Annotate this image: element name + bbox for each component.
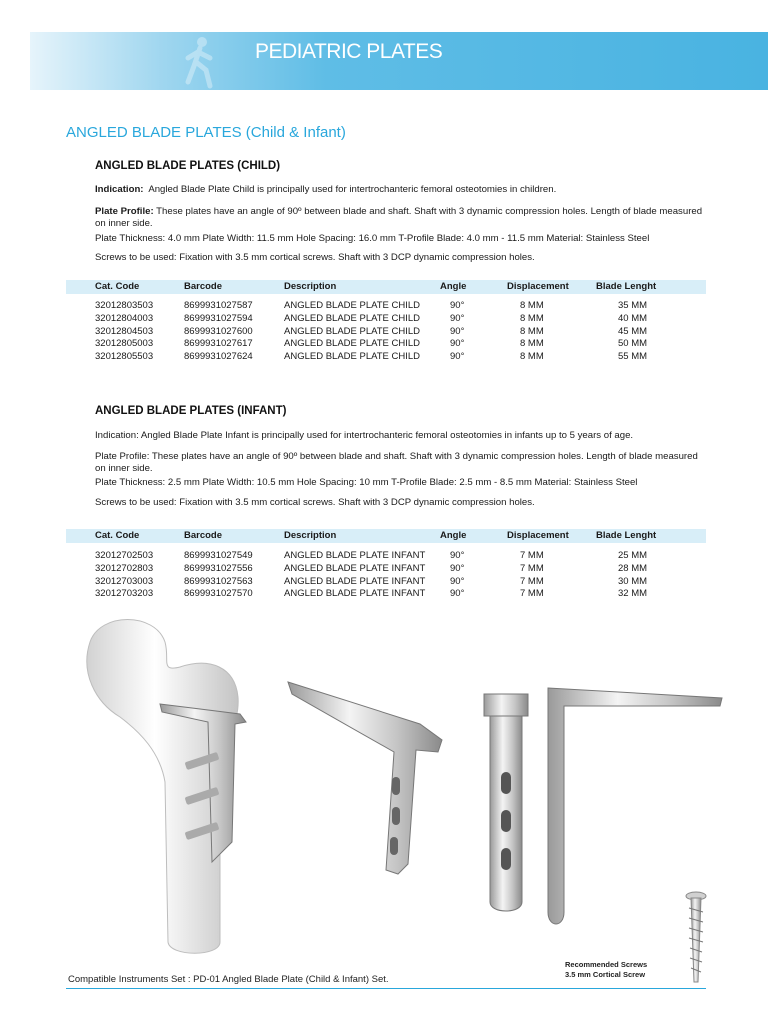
table-row [66, 313, 706, 325]
child-table-header [66, 280, 706, 294]
cell-displacement: 7 MM [520, 575, 544, 587]
cell-barcode: 8699931027587 [184, 300, 253, 311]
cell-cat-code: 32012702803 [95, 562, 154, 574]
cell-barcode: 8699931027570 [184, 588, 253, 600]
table-row [66, 588, 706, 600]
child-indication-text: Angled Blade Plate Child is principally used for intertrochanteric femoral osteotomies in children. [148, 184, 557, 195]
cell-displacement: 7 MM [520, 550, 544, 561]
cell-blade-length: 45 MM [618, 325, 648, 337]
cell-cat-code: 32012702503 [95, 550, 154, 561]
th-cat-code: Cat. Code [95, 281, 140, 292]
th-blade-length: Blade Lenght [596, 530, 657, 541]
cell-displacement: 8 MM [520, 351, 544, 363]
cell-barcode: 8699931027549 [184, 550, 253, 561]
table-row [66, 563, 706, 575]
cell-blade-length: 28 MM [618, 562, 648, 574]
cell-angle: 90° [450, 300, 465, 311]
table-row [66, 351, 706, 363]
cell-displacement: 8 MM [520, 338, 544, 350]
blade-plate-perspective [288, 682, 442, 874]
child-indication-label: Indication: [95, 184, 144, 195]
th-angle: Angle [440, 530, 467, 541]
cell-blade-length: 55 MM [618, 351, 648, 363]
infant-indication: Indication: Angled Blade Plate Infant is principally used for intertrochanteric femoral osteotomies in infants up to 5 years of age. [95, 430, 634, 441]
th-cat-code: Cat. Code [95, 530, 140, 541]
table-row [66, 576, 706, 588]
cell-description: ANGLED BLADE PLATE INFANT [284, 550, 426, 561]
child-profile [95, 206, 705, 230]
blade-plate-side-view [548, 688, 722, 924]
cell-cat-code: 32012804003 [95, 312, 154, 324]
page-title: PEDIATRIC PLATES [255, 40, 443, 63]
infant-specs: Plate Thickness: 2.5 mm Plate Width: 10.5 mm Hole Spacing: 10 mm T-Profile Blade: 2.5 mm - 8.5 mm Material: Stainless Steel [95, 477, 638, 488]
cortical-screw-illustration [686, 892, 706, 982]
section-title: ANGLED BLADE PLATES (Child & Infant) [66, 124, 346, 141]
th-barcode: Barcode [184, 530, 223, 541]
cell-blade-length: 50 MM [618, 338, 648, 350]
product-illustrations [60, 612, 730, 992]
cell-barcode: 8699931027624 [184, 351, 253, 363]
cell-cat-code: 32012804503 [95, 325, 154, 337]
th-displacement: Displacement [507, 530, 569, 541]
cell-angle: 90° [450, 588, 465, 600]
table-row [66, 550, 706, 562]
cell-angle: 90° [450, 562, 465, 574]
cell-barcode: 8699931027556 [184, 562, 253, 574]
recommended-screws-title: Recommended Screws [565, 960, 648, 969]
cell-description: ANGLED BLADE PLATE CHILD [284, 300, 421, 311]
cell-description: ANGLED BLADE PLATE INFANT [284, 588, 426, 600]
cell-blade-length: 30 MM [618, 575, 648, 587]
cell-cat-code: 32012703003 [95, 575, 154, 587]
infant-screws: Screws to be used: Fixation with 3.5 mm cortical screws. Shaft with 3 DCP dynamic compression holes. [95, 497, 535, 508]
cell-barcode: 8699931027600 [184, 325, 253, 337]
footer-note: Compatible Instruments Set : PD-01 Angled Blade Plate (Child & Infant) Set. [68, 974, 389, 985]
infant-profile: Plate Profile: These plates have an angle of 90º between blade and shaft. Shaft with 3 dynamic compression holes. Length of blade measured on inner side. [95, 451, 698, 474]
cell-description: ANGLED BLADE PLATE INFANT [284, 562, 426, 574]
cell-displacement: 7 MM [520, 562, 544, 574]
header-banner [30, 32, 768, 90]
table-row [66, 338, 706, 350]
th-barcode: Barcode [184, 281, 223, 292]
infant-table-header [66, 529, 706, 543]
infant-subtitle: ANGLED BLADE PLATES (INFANT) [95, 405, 287, 417]
cell-angle: 90° [450, 338, 465, 350]
child-subtitle: ANGLED BLADE PLATES (CHILD) [95, 160, 281, 172]
cell-angle: 90° [450, 325, 465, 337]
cell-description: ANGLED BLADE PLATE CHILD [284, 338, 421, 350]
cell-cat-code: 32012805503 [95, 351, 154, 363]
blade-plate-front-view [484, 694, 528, 911]
th-description: Description [284, 530, 337, 541]
cell-cat-code: 32012803503 [95, 300, 154, 311]
cell-barcode: 8699931027563 [184, 575, 253, 587]
child-profile-text: These plates have an angle of 90º between blade and shaft. Shaft with 3 dynamic compression holes. Length of blade measured on inner side. [95, 206, 703, 229]
cell-description: ANGLED BLADE PLATE CHILD [284, 325, 421, 337]
cell-displacement: 8 MM [520, 312, 544, 324]
cell-blade-length: 35 MM [618, 300, 648, 311]
table-row [66, 300, 706, 312]
cell-cat-code: 32012703203 [95, 588, 154, 600]
cell-description: ANGLED BLADE PLATE CHILD [284, 351, 421, 363]
cell-displacement: 8 MM [520, 300, 544, 311]
child-specs: Plate Thickness: 4.0 mm Plate Width: 11.5 mm Hole Spacing: 16.0 mm T-Profile Blade: 4.0 mm - 11.5 mm Material: Stainless Steel [95, 233, 650, 244]
cell-description: ANGLED BLADE PLATE CHILD [284, 312, 421, 324]
cell-blade-length: 40 MM [618, 312, 648, 324]
cell-cat-code: 32012805003 [95, 338, 154, 350]
cell-angle: 90° [450, 351, 465, 363]
footer-divider [66, 988, 706, 989]
runner-silhouette-icon [180, 36, 220, 90]
cell-displacement: 8 MM [520, 325, 544, 337]
table-row [66, 326, 706, 338]
cell-description: ANGLED BLADE PLATE INFANT [284, 575, 426, 587]
recommended-screws-type: 3.5 mm Cortical Screw [565, 970, 646, 979]
th-displacement: Displacement [507, 281, 569, 292]
cell-angle: 90° [450, 550, 465, 561]
child-indication [95, 184, 705, 196]
th-angle: Angle [440, 281, 467, 292]
recommended-screws-note [565, 960, 647, 980]
cell-angle: 90° [450, 312, 465, 324]
child-screws: Screws to be used: Fixation with 3.5 mm cortical screws. Shaft with 3 DCP dynamic compression holes. [95, 252, 535, 263]
th-description: Description [284, 281, 337, 292]
cell-displacement: 7 MM [520, 588, 544, 600]
cell-barcode: 8699931027617 [184, 338, 253, 350]
cell-angle: 90° [450, 575, 465, 587]
th-blade-length: Blade Lenght [596, 281, 657, 292]
cell-barcode: 8699931027594 [184, 312, 253, 324]
child-profile-label: Plate Profile: [95, 206, 154, 217]
cell-blade-length: 25 MM [618, 550, 648, 561]
cell-blade-length: 32 MM [618, 588, 648, 600]
